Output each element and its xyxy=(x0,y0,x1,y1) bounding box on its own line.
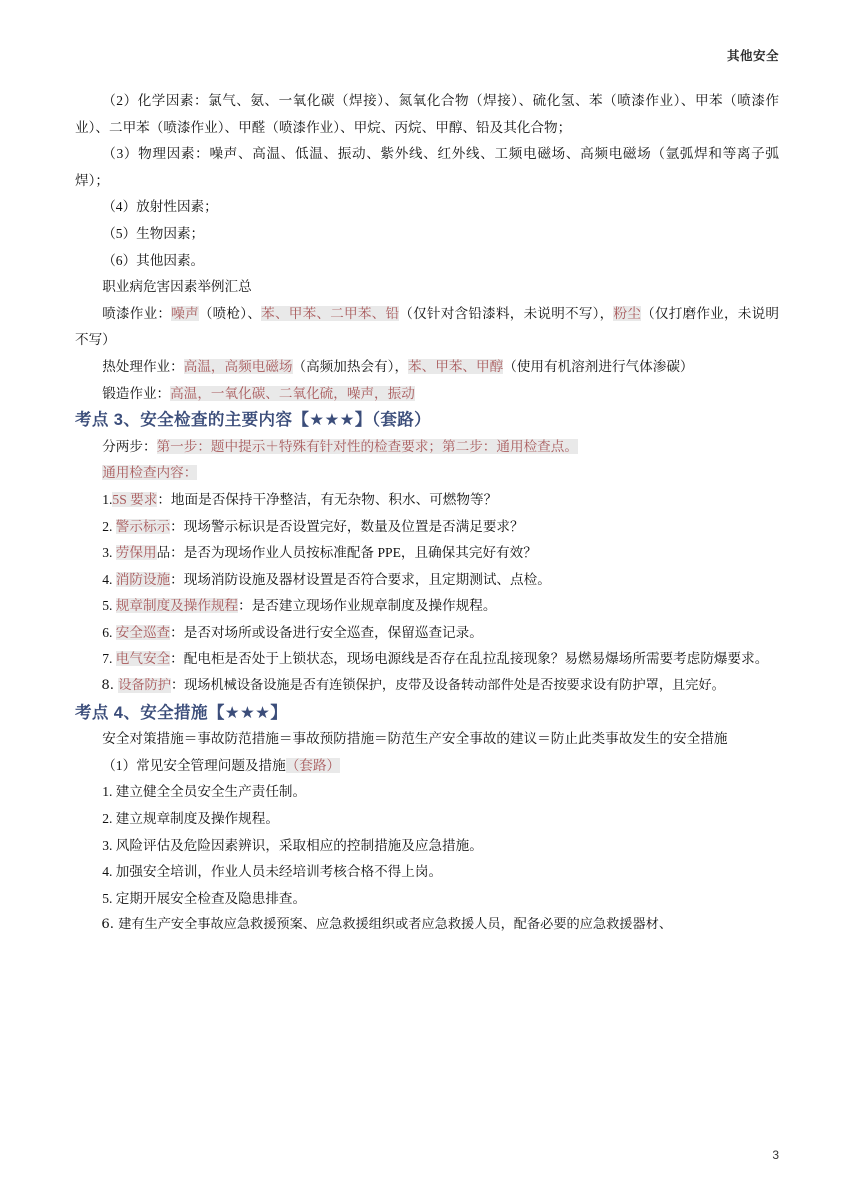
measure-item xyxy=(102,886,779,913)
check-item-text: ：配电柜是否处于上锁状态，现场电源线是否存在乱拉乱接现象？易燃易爆场所需要考虑防爆要求。 xyxy=(170,651,769,667)
check-item-text: ：地面是否保持干净整洁，有无杂物、积水、可燃物等？ xyxy=(157,491,498,507)
example-highlight: 苯、甲苯、甲醇 xyxy=(408,358,504,374)
check-item-text: ：现场警示标识是否设置完好，数量及位置是否满足要求？ xyxy=(170,518,524,534)
two-steps-highlight: 第一步：题中提示＋特殊有针对性的检查要求；第二步：通用检查点。 xyxy=(156,438,578,454)
check-item-text: ：是否建立现场作业规章制度及操作规程。 xyxy=(238,598,497,614)
measure-item xyxy=(102,779,779,806)
summary-title: 职业病危害因素举例汇总 xyxy=(102,279,252,295)
physical-text: 噪声、高温、低温、振动、紫外线、红外线、工频电磁场、高频电磁场（氩弧焊和等离子弧焊）； xyxy=(75,146,779,188)
example-highlight: 高温，高频电磁场 xyxy=(183,358,293,374)
check-item-number: 2. xyxy=(102,518,113,534)
check-item-number: 8. xyxy=(101,678,114,694)
check-item-number: 4. xyxy=(102,571,113,587)
check-item xyxy=(102,540,779,567)
example-forging xyxy=(75,381,779,408)
check-item-key: 规章制度及操作规程 xyxy=(115,598,239,614)
paragraph-chemical-factors xyxy=(75,88,779,141)
measure-item-text: 建立规章制度及操作规程。 xyxy=(115,811,279,827)
measure-item xyxy=(102,859,779,886)
check-item-text: 品：是否为现场作业人员按标准配备 PPE，且确保其完好有效？ xyxy=(156,545,537,561)
check-item-text: ：是否对场所或设备进行安全巡查，保留巡查记录。 xyxy=(170,624,483,640)
example-highlight: 高温，一氧化碳、二氧化硫，噪声，振动 xyxy=(170,385,415,401)
check-item-text: ：现场机械设备设施是否有连锁保护，皮带及设备转动部件处是否按要求设有防护罩，且完好。 xyxy=(170,678,725,694)
example-plain: （仅打磨作业，未说明不写） xyxy=(75,305,779,348)
example-highlight: 苯、甲苯、二甲苯、铅 xyxy=(261,305,400,321)
subtitle-highlight: （套路） xyxy=(285,757,341,773)
example-highlight: 粉尘 xyxy=(613,305,642,321)
check-item-key: 劳保用 xyxy=(115,545,157,561)
heading-kaodian-4: 考点 4、安全措施【★★★】 xyxy=(75,703,288,722)
check-item-key: 设备防护 xyxy=(118,678,171,694)
header-title: 其他安全 xyxy=(726,49,779,63)
example-plain: （高频加热会有）， xyxy=(292,358,409,374)
check-item-number: 3. xyxy=(102,545,113,561)
example-highlight: 噪声 xyxy=(171,305,199,321)
example-plain: （仅针对含铅漆料，未说明不写）， xyxy=(399,305,614,321)
measure-item-number: 1. xyxy=(102,784,113,800)
measure-item-number: 3. xyxy=(102,837,113,853)
paragraph-physical-factors xyxy=(75,141,779,194)
paragraph-other-factors: （6）其他因素。 xyxy=(102,252,205,268)
measure-item-number: 6. xyxy=(101,917,114,933)
measure-item-text: 建有生产安全事故应急救援预案、应急救援组织或者应急救援人员，配备必要的应急救援器材、 xyxy=(118,917,673,933)
check-item xyxy=(102,593,779,620)
measure-item-text: 加强安全培训，作业人员未经培训考核合格不得上岗。 xyxy=(115,864,443,880)
example-plain: （使用有机溶剂进行气体渗碳） xyxy=(503,358,694,374)
two-steps-prefix: 分两步： xyxy=(102,438,157,454)
document-body xyxy=(75,88,779,939)
page-number xyxy=(75,1148,779,1162)
chemical-label: （2）化学因素： xyxy=(102,93,209,108)
measure-item xyxy=(101,912,779,939)
check-item-number: 7. xyxy=(102,651,113,667)
paragraph-two-steps xyxy=(75,434,779,461)
subtitle-prefix: （1）常见安全管理问题及措施 xyxy=(102,757,286,773)
measure-item xyxy=(102,833,779,860)
physical-label: （3）物理因素： xyxy=(102,146,210,162)
example-heat-treatment xyxy=(75,354,779,381)
heading-kaodian-3: 考点 3、安全检查的主要内容【★★★】（套路） xyxy=(75,411,432,430)
example-plain: （喷枪）、 xyxy=(198,305,262,321)
chemical-text: 氯气、氨、一氧化碳（焊接）、氮氧化合物（焊接）、硫化氢、苯（喷漆作业）、甲苯（喷漆作业）、二甲苯（喷漆作业）、甲醛（喷漆作业）、甲烷、丙烷、甲醇、铅及其化合物； xyxy=(75,93,780,135)
measure-item-text: 风险评估及危险因素辨识，采取相应的控制措施及应急措施。 xyxy=(115,837,483,853)
measure-item-number: 5. xyxy=(102,890,113,906)
measure-item xyxy=(102,806,779,833)
measure-item-number: 4. xyxy=(102,864,113,880)
check-item-key: 电气安全 xyxy=(115,651,171,667)
general-check-label: 通用检查内容： xyxy=(102,465,198,481)
check-item-key: 消防设施 xyxy=(115,571,171,587)
check-item xyxy=(102,567,779,594)
check-item-number: 5. xyxy=(102,598,113,614)
check-item xyxy=(102,620,779,647)
check-item xyxy=(101,673,779,700)
check-item-key: 警示标示 xyxy=(115,518,171,534)
paragraph-radioactive-factors: （4）放射性因素； xyxy=(102,199,218,215)
check-item xyxy=(102,646,779,673)
example-spray-painting xyxy=(75,301,779,354)
example-name: 锻造作业： xyxy=(102,385,171,401)
check-item-text: ：现场消防设施及器材设置是否符合要求，且定期测试、点检。 xyxy=(170,571,551,587)
check-item xyxy=(102,487,779,514)
example-name: 喷漆作业： xyxy=(102,305,172,321)
check-item xyxy=(102,514,779,541)
paragraph-common-issues-subtitle xyxy=(75,753,779,780)
measure-item-number: 2. xyxy=(102,811,113,827)
example-name: 热处理作业： xyxy=(102,358,184,374)
page-header xyxy=(75,46,779,64)
check-item-key: 安全巡查 xyxy=(115,624,171,640)
check-item-key: 5S 要求 xyxy=(112,491,158,507)
measure-item-text: 建立健全全员安全生产责任制。 xyxy=(115,784,307,800)
check-item-number: 6. xyxy=(102,624,113,640)
page-number-value: 3 xyxy=(772,1148,779,1162)
check-item-number: 1. xyxy=(102,491,113,507)
measure-item-text: 定期开展安全检查及隐患排查。 xyxy=(115,890,307,906)
paragraph-general-check-label xyxy=(75,460,779,487)
paragraph-biological-factors: （5）生物因素； xyxy=(102,225,205,241)
paragraph-measures-equation: 安全对策措施＝事故防范措施＝事故预防措施＝防范生产安全事故的建议＝防止此类事故发生的安全措施 xyxy=(102,731,728,747)
